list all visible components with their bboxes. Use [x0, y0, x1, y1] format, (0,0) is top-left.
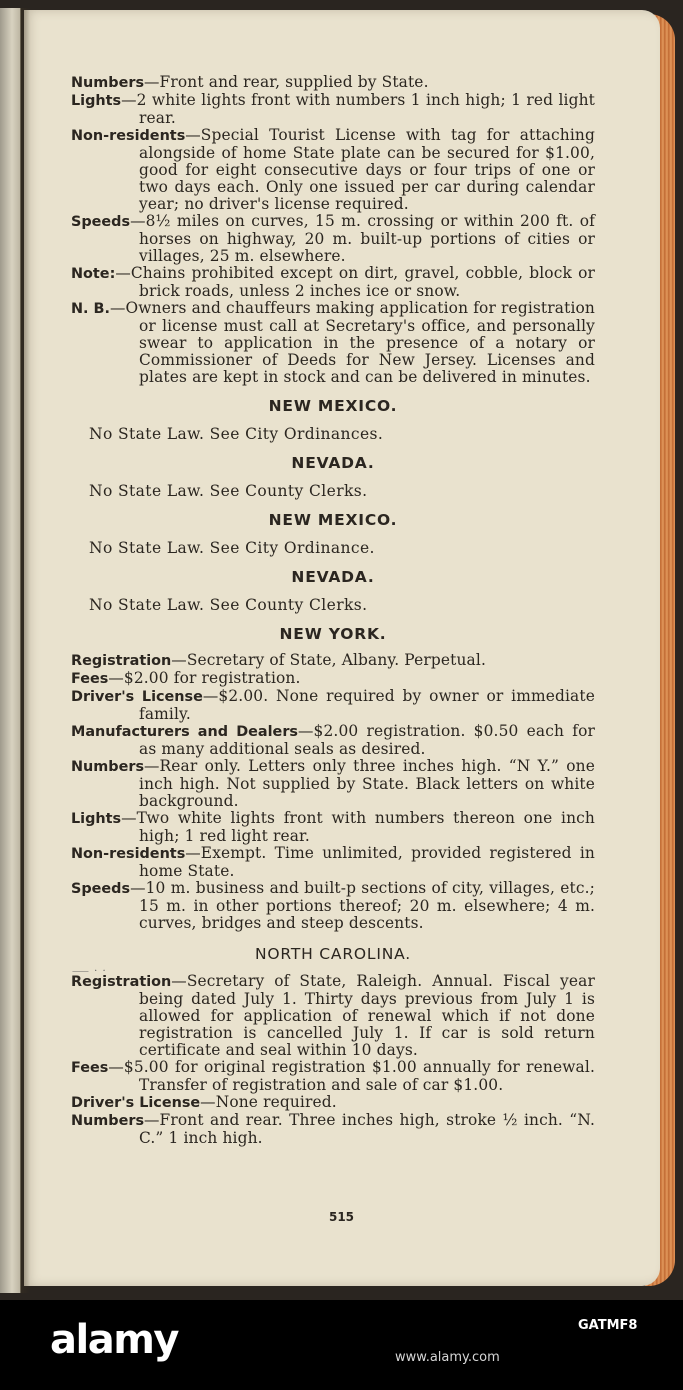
entry-term: Numbers — [71, 75, 145, 91]
entry — [71, 1094, 595, 1112]
page-number: 515 — [328, 1210, 355, 1224]
entry — [71, 1112, 595, 1147]
alamy-logo: alamy — [50, 1317, 178, 1363]
entry — [71, 880, 595, 932]
law-note: No State Law. See City Ordinances. — [89, 425, 384, 443]
entry — [71, 723, 595, 758]
entry-text: —Chains prohibited except on dirt, gravel, cobble, block or brick roads, unless 2 inches ice or snow. — [115, 264, 595, 300]
page-content — [71, 74, 595, 1147]
entry-text: —Rear only. Letters only three inches high. “N Y.” one inch high. Not supplied by State. Black letters on white background. — [139, 757, 595, 810]
entry-text: —$5.00 for original registration $1.00 annually for renewal. Transfer of registration and sale of car $1.00. — [108, 1058, 595, 1094]
image-id: GATMF8 — [578, 1318, 638, 1333]
entry-text: —Secretary of State, Albany. Perpetual. — [171, 651, 486, 669]
entry — [71, 652, 595, 670]
entry-text: —Front and rear, supplied by State. — [144, 73, 429, 91]
entry-term: Fees — [71, 1060, 109, 1076]
entry-term: Note: — [71, 266, 116, 282]
entry-text: —Exempt. Time unlimited, provided registered in home State. — [139, 844, 595, 880]
entry-term: Registration — [71, 653, 172, 669]
entry-term: Registration — [71, 974, 172, 990]
entry-term: Driver's License — [71, 689, 203, 705]
entry — [71, 74, 595, 92]
entry-term: Lights — [71, 811, 122, 827]
entry — [71, 213, 595, 265]
entry — [71, 810, 595, 845]
entry-term: Speeds — [71, 214, 131, 230]
entry-term: Numbers — [71, 1113, 145, 1129]
entry-term: Numbers — [71, 759, 145, 775]
spine-shadow — [20, 8, 30, 1293]
entry — [71, 845, 595, 880]
entry-text: —$2.00 for registration. — [108, 669, 301, 687]
law-note: No State Law. See County Clerks. — [89, 596, 368, 614]
entry-text: —$2.00 registration. $0.50 each for as many additional seals as desired. — [139, 722, 596, 758]
entry — [71, 758, 595, 810]
state-heading: NEVADA. — [291, 454, 375, 472]
state-heading: NEW YORK. — [279, 625, 387, 643]
footer-url: www.alamy.com — [395, 1350, 500, 1365]
entry — [71, 688, 595, 723]
section-new-jersey-continued — [71, 74, 595, 386]
entry — [71, 127, 595, 213]
entry — [71, 1059, 595, 1094]
entry-term: N. B. — [71, 301, 110, 317]
law-note: No State Law. See City Ordinance. — [89, 539, 375, 557]
entry-text: —Owners and chauffeurs making application for registration or license must call at Secretary's office, and personally swear to application in the presence of a notary or Commissioner of Deeds for New Jersey. Licenses and plates are kept in stock and can be delivered in minutes. — [110, 299, 595, 386]
entry — [71, 265, 595, 300]
entry-term: Driver's License — [71, 1095, 201, 1111]
entry-term: Manufacturers and Dealers — [71, 724, 298, 740]
state-heading: NORTH CAROLINA. — [255, 945, 411, 963]
section-north-carolina — [71, 973, 595, 1147]
entry-text: —Secretary of State, Raleigh. Annual. Fiscal year being dated July 1. Thirty days previous from July 1 is allowed for application of renewal which if not done registration is cancelled July 1. If car is sold return certificate and seal within 10 days. — [139, 972, 595, 1059]
entry — [71, 670, 595, 688]
entry-text: —Front and rear. Three inches high, stroke ½ inch. “N. C.” 1 inch high. — [139, 1111, 595, 1147]
entry-text: —Two white lights front with numbers thereon one inch high; 1 red light rear. — [121, 809, 595, 845]
entry-text: —10 m. business and built-p sections of city, villages, etc.; 15 m. in other portions thereof; 20 m. elsewhere; 4 m. curves, bridges and steep descents. — [130, 879, 595, 932]
section-new-york — [71, 652, 595, 932]
entry-text: —$2.00. None required by owner or immediate family. — [139, 687, 595, 723]
entry — [71, 92, 595, 127]
entry-text: —None required. — [200, 1093, 337, 1111]
entry — [71, 300, 595, 386]
entry-text: —8½ miles on curves, 15 m. crossing or within 200 ft. of horses on highway, 20 m. built-up portions of cities or villages, 25 m. elsewhere. — [130, 212, 595, 265]
entry-term: Non-residents — [71, 846, 186, 862]
state-heading: NEW MEXICO. — [268, 511, 398, 529]
entry-term: Non-residents — [71, 128, 186, 144]
entry — [71, 973, 595, 1059]
law-note: No State Law. See County Clerks. — [89, 482, 368, 500]
entry-term: Speeds — [71, 881, 131, 897]
entry-term: Lights — [71, 93, 122, 109]
entry-text: —Special Tourist License with tag for attaching alongside of home State plate can be secured for $1.00, good for eight consecutive days or four trips of one or two days each. Only one issued per car during calendar year; no driver's license required. — [139, 126, 595, 213]
left-page-edge — [0, 8, 21, 1293]
entry-term: Fees — [71, 671, 109, 687]
state-heading: NEW MEXICO. — [268, 397, 398, 415]
margin-mark: ⸺ · · — [72, 966, 107, 977]
entry-text: —2 white lights front with numbers 1 inch high; 1 red light rear. — [121, 91, 595, 127]
state-heading: NEVADA. — [291, 568, 375, 586]
